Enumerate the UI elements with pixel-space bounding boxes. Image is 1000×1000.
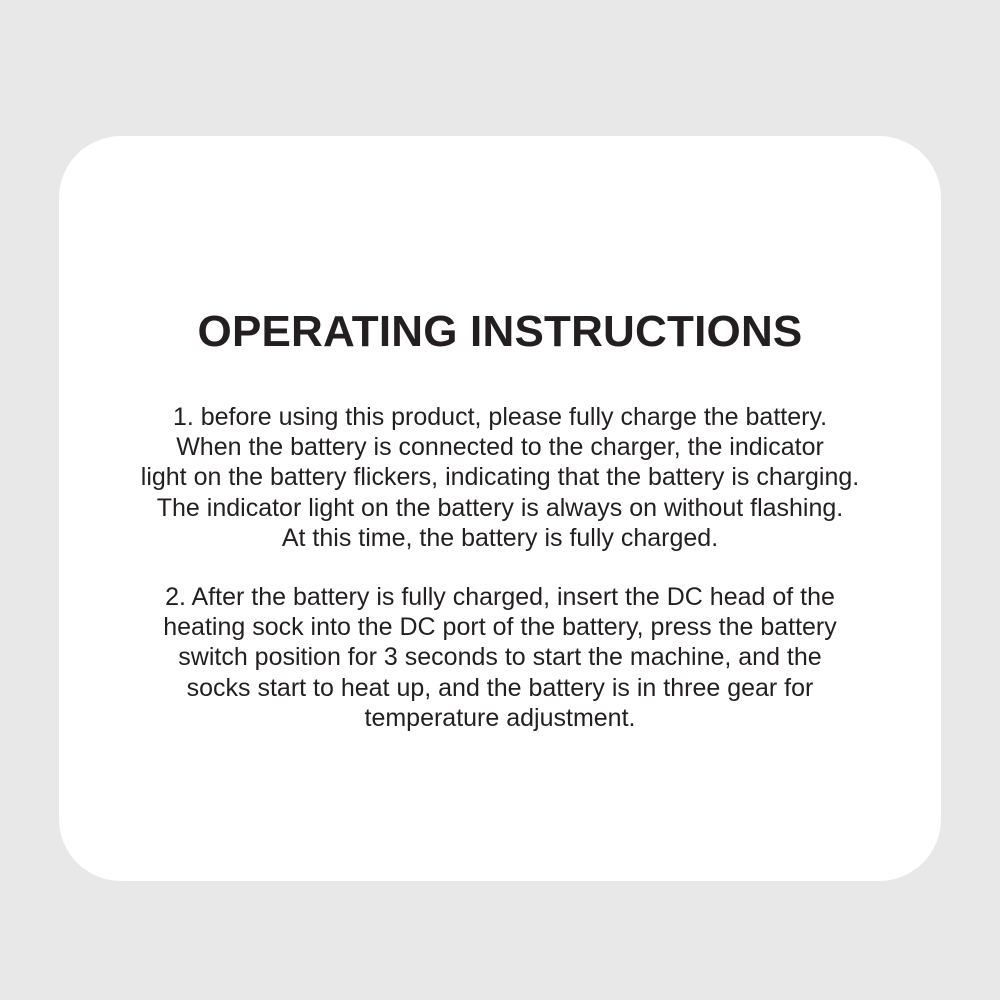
page-title: OPERATING INSTRUCTIONS [197, 307, 803, 356]
instruction-line: At this time, the battery is fully charged. [281, 523, 719, 552]
instruction-line: 1. before using this product, please fully charge the battery. [172, 403, 828, 431]
instruction-line: temperature adjustment. [364, 703, 636, 732]
instruction-line: 2. After the battery is fully charged, insert the DC head of the [165, 583, 835, 611]
instruction-1 [60, 402, 940, 553]
instruction-2 [60, 582, 940, 733]
instruction-line: light on the battery flickers, indicating that the battery is charging. [140, 463, 860, 492]
instruction-line: heating sock into the DC port of the battery, press the battery [163, 613, 837, 642]
instruction-line: switch position for 3 seconds to start the machine, and the [178, 643, 822, 672]
instruction-line: socks start to heat up, and the battery is in three gear for [186, 673, 814, 702]
instruction-line: The indicator light on the battery is always on without flashing. [156, 493, 844, 522]
instruction-line: When the battery is connected to the charger, the indicator [176, 433, 824, 462]
